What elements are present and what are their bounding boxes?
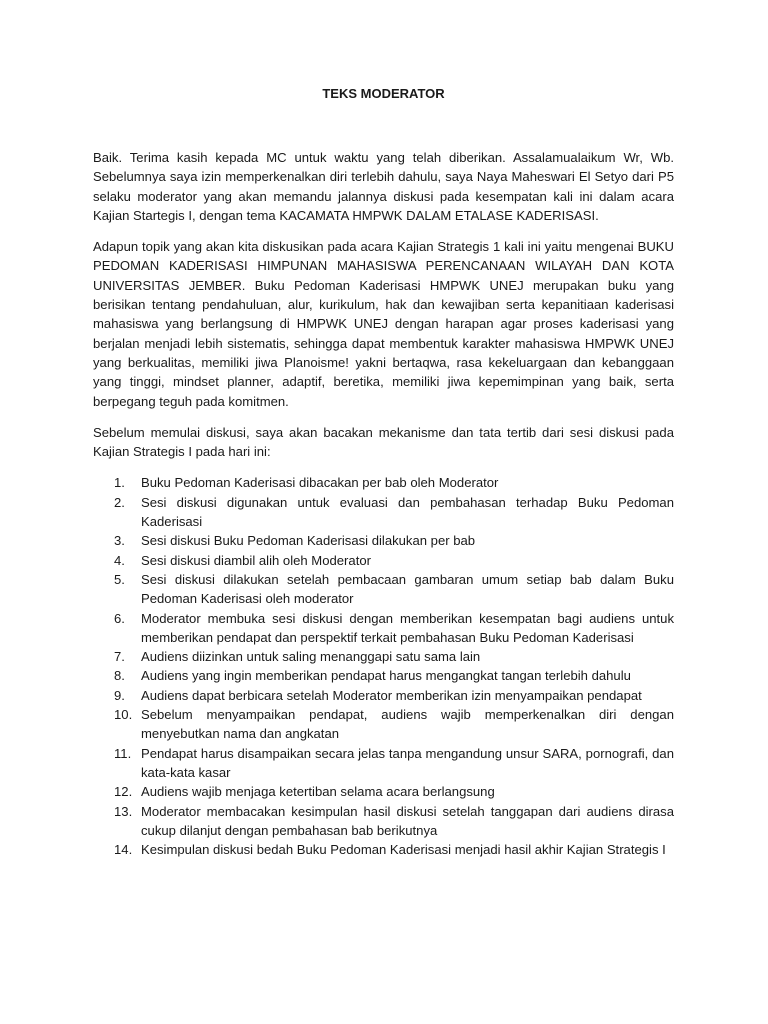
document-title: TEKS MODERATOR <box>322 86 445 101</box>
list-item-text: Moderator membacakan kesimpulan hasil diskusi setelah tanggapan dari audiens dirasa cukup dilanjut dengan pembahasan bab berikutnya <box>141 803 674 838</box>
list-item <box>93 609 674 648</box>
paragraph-topic: Adapun topik yang akan kita diskusikan pada acara Kajian Strategis 1 kali ini yaitu mengenai BUKU PEDOMAN KADERISASI HIMPUNAN MAHASISWA PERENCANAAN WILAYAH DAN KOTA UNIVERSITAS JEMBER. Buku Pedoman Kaderisasi HMPWK UNEJ merupakan buku yang berisikan tentang pendahuluan, alur, kurikulum, hak dan kewajiban serta kepanitiaan kaderisasi mahasiswa yang berlangsung di HMPWK UNEJ dengan harapan agar proses kaderisasi yang berjalan menjadi lebih sistematis, sehingga dapat membentuk karakter mahasiswa HMPWK UNEJ yang berkualitas, memiliki jiwa Planoisme! yakni bertaqwa, rasa kekeluargaan dan kebanggaan yang tinggi, mindset planner, adaptif, beretika, memiliki jiwa kepemimpinan yang baik, serta berpegang teguh pada komitmen. <box>93 239 674 409</box>
list-item <box>93 744 674 783</box>
list-item-number: 7. <box>114 649 125 665</box>
paragraph-opening: Baik. Terima kasih kepada MC untuk waktu yang telah diberikan. Assalamualaikum Wr, Wb. Sebelumnya saya izin memperkenalkan diri terlebih dahulu, saya Naya Maheswari El Setyo dari P5 selaku moderator yang akan memandu jalannya diskusi pada kesempatan kali ini dalam acara Kajian Startegis I, dengan tema KACAMATA HMPWK DALAM ETALASE KADERISASI. <box>93 150 674 223</box>
list-item-number: 1. <box>114 475 125 491</box>
list-item <box>93 531 674 550</box>
list-item-number: 12. <box>114 784 133 800</box>
list-item-text: Moderator membuka sesi diskusi dengan memberikan kesempatan bagi audiens untuk memberikan pendapat dan perspektif terkait pembahasan Buku Pedoman Kaderisasi <box>141 610 674 645</box>
list-item <box>93 802 674 841</box>
list-item-text: Sesi diskusi Buku Pedoman Kaderisasi dilakukan per bab <box>141 533 476 549</box>
list-item <box>93 551 674 570</box>
list-item-text: Sebelum menyampaikan pendapat, audiens wajib memperkenalkan diri dengan menyebutkan nama dan angkatan <box>141 707 674 742</box>
list-item-number: 4. <box>114 552 125 568</box>
list-item-number: 14. <box>114 842 133 858</box>
list-item-text: Buku Pedoman Kaderisasi dibacakan per bab oleh Moderator <box>141 475 499 491</box>
list-item-number: 8. <box>114 668 125 684</box>
list-item <box>93 782 674 801</box>
rules-list <box>93 473 674 859</box>
list-item-text: Sesi diskusi diambil alih oleh Moderator <box>141 552 371 568</box>
list-item-number: 11. <box>114 745 132 761</box>
list-item <box>93 493 674 532</box>
list-item-text: Kesimpulan diskusi bedah Buku Pedoman Kaderisasi menjadi hasil akhir Kajian Strategis I <box>141 842 666 858</box>
list-item-text: Audiens dapat berbicara setelah Moderator memberikan izin menyampaikan pendapat <box>141 687 642 703</box>
list-item-text: Audiens yang ingin memberikan pendapat harus mengangkat tangan terlebih dahulu <box>141 668 631 684</box>
list-item-number: 6. <box>114 610 125 626</box>
list-item <box>93 666 674 685</box>
list-item <box>93 570 674 609</box>
list-item <box>93 705 674 744</box>
list-item-number: 9. <box>114 687 125 703</box>
document-page <box>93 84 674 859</box>
list-item-text: Pendapat harus disampaikan secara jelas tanpa mengandung unsur SARA, pornografi, dan kata-kata kasar <box>141 745 674 780</box>
list-item-number: 2. <box>114 494 125 510</box>
list-item-text: Sesi diskusi dilakukan setelah pembacaan gambaran umum setiap bab dalam Buku Pedoman Kaderisasi oleh moderator <box>141 571 674 607</box>
list-item-text: Audiens wajib menjaga ketertiban selama acara berlangsung <box>141 784 495 800</box>
list-item <box>93 686 674 705</box>
list-item <box>93 473 674 492</box>
paragraph-rules-intro: Sebelum memulai diskusi, saya akan bacakan mekanisme dan tata tertib dari sesi diskusi pada Kajian Strategis I pada hari ini: <box>93 424 674 460</box>
list-item <box>93 647 674 666</box>
list-item-number: 3. <box>114 533 125 549</box>
list-item-text: Sesi diskusi digunakan untuk evaluasi dan pembahasan terhadap Buku Pedoman Kaderisasi <box>141 494 674 530</box>
list-item-text: Audiens diizinkan untuk saling menanggapi satu sama lain <box>141 649 481 665</box>
list-item <box>93 840 674 859</box>
list-item-number: 13. <box>114 803 133 819</box>
list-item-number: 5. <box>114 571 125 587</box>
list-item-number: 10. <box>114 707 133 723</box>
